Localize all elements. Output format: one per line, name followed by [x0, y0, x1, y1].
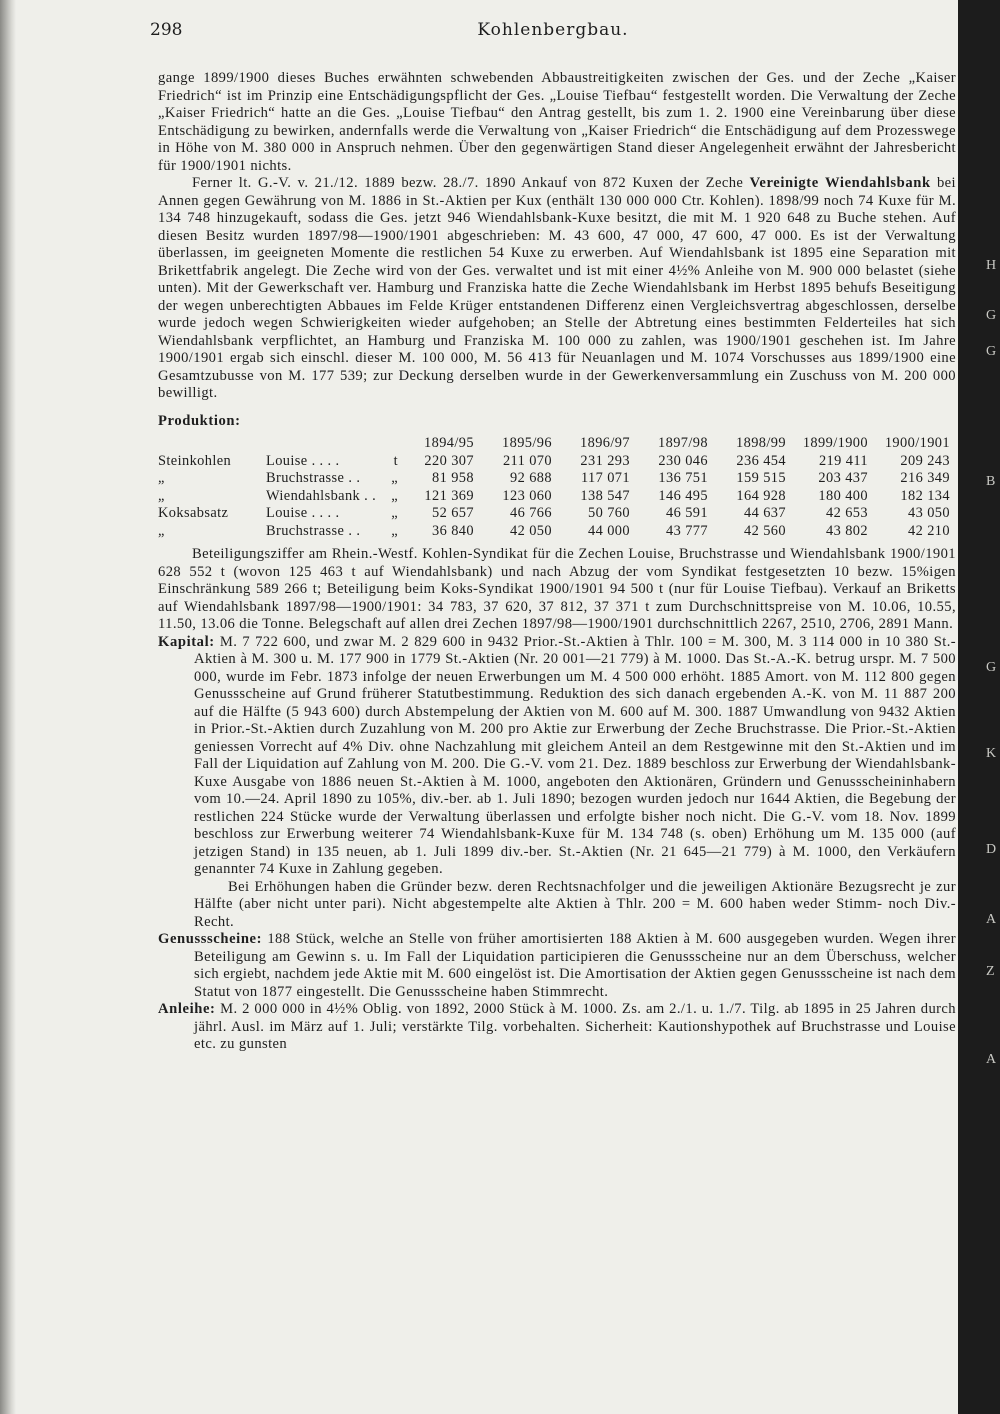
anleihe-section — [158, 1001, 956, 1054]
kapital-heading: Kapital: — [158, 633, 215, 650]
production-value: 43 050 — [908, 505, 950, 521]
production-unit: „ — [391, 505, 398, 521]
intro-p2-rest: bei Annen gegen Gewährung von M. 1886 in St.-Aktien per Kux (enthält 130 000 000 Ctr. Kohlen). 1898/99 noch 74 Kuxe für M. 134 748 hinzugekauft, sodass die Ges. jetzt 946 Wiendahlsbank-Kuxe besitzt, die mit M. 1 920 648 zu Buche stehen. Auf diesen Besitz wurden 1897/98—1900/1901 abgeschrieben: M. 43 600, 47 000, 47 600, 47 000. Es ist der Verwaltung überlassen, im geeigneten Momente die restlichen 54 Kuxe zu erwerben. Auf Wiendahlsbank ist 1895 eine Separation mit Brikettfabrik angelegt. Die Zeche wird von der Ges. verwaltet und ist mit einer 4½% Anleihe von M. 900 000 belastet (siehe unten). Mit der Gewerkschaft ver. Hamburg und Franziska hatte die Zeche Wiendahlsbank im Herbst 1895 behufs Beseitigung der wegen unberechtigten Abbaues im Felde Krüger entstandenen Differenz einen Vergleichsvertrag abgeschlossen, derselbe wurde jedoch wegen Schwierigkeiten wieder aufgehoben; an Stelle der Abtretung eines bestimmten Felderteiles hat sich Wiendahlsbank verpflichtet, an Hamburg und Franziska M. 100 000 zu zahlen, was 1900/1901 geschehen ist. Im Jahre 1900/1901 ergab sich einschl. dieser M. 100 000, M. 56 413 für Neuanlagen und M. 1074 Vorschusses aus 1899/1900 eine Gesamtzubusse von M. 177 539; zur Deckung derselben wurde in der Gewerkenversammlung ein Zuschuss von M. 200 000 bewilligt. — [158, 175, 956, 401]
production-value: 52 657 — [432, 505, 474, 521]
production-value: 180 400 — [818, 487, 868, 504]
production-mine: Louise . . . . — [266, 452, 340, 469]
production-value: 43 802 — [826, 522, 868, 539]
production-unit: „ — [391, 487, 398, 504]
kapital-note: Bei Erhöhungen haben die Gründer bezw. deren Rechtsnachfolger und die jeweiligen Aktionäre Bezugsrecht je zur Hälfte (aber nicht unter pari). Nicht abgestempelte alte Aktien à Thlr. 200 = M. 600 haben weder Stimm- noch Div.-Recht. — [194, 878, 956, 930]
margin-letter: B — [986, 474, 996, 489]
anleihe-heading: Anleihe: — [158, 1001, 216, 1017]
margin-letter: G — [986, 344, 997, 359]
genussscheine-heading: Genussscheine: — [158, 931, 263, 947]
book-spine-shadow — [0, 0, 16, 1414]
production-note: Beteiligungsziffer am Rhein.-Westf. Kohlen-Syndikat für die Zechen Louise, Bruchstrasse und Wiendahlsbank 1900/1901 628 552 t (wovon 125 463 t auf Wiendahlsbank) und nach Abzug der vom Syndikat festgesetzten 10 bezw. 15%igen Einschränkung 589 266 t; Beteiligung beim Koks-Syndikat 1900/1901 94 500 t (nur für Louise Tiefbau). Verkauf an Briketts auf Wiendahlsbank 1897/98—1900/1901: 34 783, 37 620, 37 812, 37 371 t zum Durchschnittspreise von M. 10.06, 10.55, 11.50, 13.06 die Tonne. Belegschaft auf allen drei Zechen 1897/98—1900/1901 durchschnittlich 2267, 2510, 2706, 2891 Mann. — [158, 546, 956, 632]
production-group: Steinkohlen — [158, 452, 232, 469]
production-value: 220 307 — [424, 452, 474, 469]
production-value: 231 293 — [580, 452, 630, 469]
production-row — [158, 488, 956, 506]
production-value: 117 071 — [580, 470, 630, 486]
year-header: 1894/95 — [424, 435, 474, 451]
margin-letter: D — [986, 842, 997, 857]
production-year-row — [158, 435, 956, 453]
production-table — [158, 435, 956, 540]
adjacent-page-edge — [958, 0, 1000, 1414]
production-value: 42 210 — [908, 522, 950, 539]
production-value: 136 751 — [658, 470, 708, 486]
production-mine: Bruchstrasse . . — [266, 522, 361, 539]
year-header: 1898/99 — [736, 435, 786, 451]
production-value: 44 000 — [588, 522, 630, 539]
margin-letter: G — [986, 308, 997, 323]
production-mine: Bruchstrasse . . — [266, 470, 361, 486]
production-value: 211 070 — [502, 452, 552, 469]
wiendahlsbank-heading: Vereinigte Wiendahlsbank — [749, 175, 931, 191]
production-group: Koksabsatz — [158, 505, 229, 521]
production-row — [158, 453, 956, 471]
production-unit: t — [393, 452, 398, 469]
production-value: 230 046 — [658, 452, 708, 469]
production-value: 138 547 — [580, 487, 630, 504]
margin-letter: A — [986, 912, 997, 927]
production-value: 236 454 — [736, 452, 786, 469]
production-value: 43 777 — [666, 522, 708, 539]
production-group: „ — [158, 522, 165, 539]
production-value: 46 766 — [510, 505, 552, 521]
genussscheine-text: 188 Stück, welche an Stelle von früher amortisierten 188 Aktien à M. 600 ausgegeben wurden. Wegen ihrer Beteiligung am Gewinn s. u. Im Fall der Liquidation participieren die Genussscheine nur an dem Überschuss, welcher sich ergiebt, nachdem jede Aktie mit M. 600 eingelöst ist. Die Amortisation der Aktien gegen Genussscheine ist nach dem Statut von 1877 eingestellt. Die Genussscheine haben Stimmrecht. — [194, 931, 956, 1000]
production-value: 164 928 — [736, 487, 786, 504]
anleihe-text: M. 2 000 000 in 4½% Oblig. von 1892, 2000 Stück à M. 1000. Zs. am 2./1. u. 1./7. Tilg. ab 1895 in 25 Jahren durch jährl. Ausl. im März auf 1. Juli; verstärkte Tilg. vorbehalten. Sicherheit: Kautionshypothek auf Bruchstrasse und Louise etc. zu gunsten — [194, 1001, 956, 1052]
production-value: 182 134 — [900, 487, 950, 504]
production-value: 36 840 — [432, 522, 474, 539]
production-value: 42 050 — [510, 522, 552, 539]
year-header: 1895/96 — [502, 435, 552, 451]
genussscheine-section — [158, 931, 956, 1001]
production-value: 44 637 — [744, 505, 786, 521]
production-value: 216 349 — [900, 470, 950, 486]
production-heading: Produktion: — [158, 412, 241, 429]
production-value: 203 437 — [818, 470, 868, 486]
production-unit: „ — [391, 522, 398, 539]
production-value: 42 560 — [744, 522, 786, 539]
year-header: 1896/97 — [580, 435, 630, 451]
page-content — [158, 70, 956, 1054]
margin-letter: H — [986, 258, 997, 273]
margin-letter: Z — [986, 964, 995, 979]
margin-letter: A — [986, 1052, 997, 1067]
production-row — [158, 523, 956, 541]
intro-paragraph-2 — [158, 175, 956, 403]
intro-paragraph-1: gange 1899/1900 dieses Buches erwähnten schwebenden Abbaustreitigkeiten zwischen der Ges. und der Zeche „Kaiser Friedrich“ ist im Prinzip eine Entschädigungspflicht der Ges. „Louise Tiefbau“ festgestellt worden. Die Verwaltung der Zeche „Kaiser Friedrich“ hatte an die Ges. „Louise Tiefbau“ den Antrag gestellt, bis zum 1. 2. 1900 eine Vereinbarung über diese Entschädigung zu bewirken, andernfalls werde die Verwaltung von „Kaiser Friedrich“ die Entschädigung auf dem Prozesswege in Höhe von M. 380 000 in Anspruch nehmen. Über den gegenwärtigen Stand dieser Angelegenheit erwähnt der Jahresbericht für 1900/1901 nichts. — [158, 70, 956, 174]
margin-letter: G — [986, 660, 997, 675]
running-head: Kohlenbergbau. — [477, 20, 629, 40]
year-header: 1900/1901 — [884, 435, 950, 451]
production-value: 219 411 — [818, 452, 868, 469]
kapital-text: M. 7 722 600, und zwar M. 2 829 600 in 9432 Prior.-St.-Aktien à Thlr. 100 = M. 300, M. 3 114 000 in 10 380 St.-Aktien à M. 300 u. M. 177 900 in 1779 St.-Aktien (Nr. 20 001—21 779) à M. 1000. Das St.-A.-K. betrug urspr. M. 7 500 000, wurde im Febr. 1873 infolge der neuen Erwerbungen um M. 4 500 000 erhöht. 1885 Amort. von M. 112 800 gegen Genussscheine auf Grund früherer Statutbestimmung. Reduktion des sich danach ergebenden A.-K. von M. 11 887 200 auf die Hälfte (5 943 600) durch Abstempelung der Aktien von M. 600 auf M. 300. 1887 Umwandlung von 9432 Aktien in Prior.-St.-Aktien durch Zuzahlung von M. 200 pro Aktie zur Erwerbung der Zeche Bruchstrasse. Die Prior.-St.-Aktien geniessen Vorrecht auf 4% Div. ohne Nachzahlung mit gleichem Anteil an dem Restgewinne mit den St.-Aktien und im Fall der Liquidation auf Zahlung von M. 200. Die G.-V. vom 21. Dez. 1889 beschloss zur Erwerbung der Wiendahlsbank-Kuxe Ausgabe von 1886 neuen St.-Aktien à M. 1000, angeboten den Aktionären, Gründern und Genussscheininhabern vom 10.—24. April 1890 zu 105%, div.-ber. ab 1. Juli 1890; bezogen wurden jedoch nur 1644 Aktien, die Begebung der restlichen 224 Stücke wurde der Verwaltung überlassen und erfolgte bisher noch nicht. Die G.-V. vom 18. Nov. 1899 beschloss zur Erwerbung weiterer 74 Wiendahlsbank-Kuxe für M. 134 748 (s. oben) Erhöhung um M. 135 000 (auf jetzigen Stand) in 135 neuen, ab 1. Juli 1899 div.-ber. St.-Aktien (Nr. 21 645—21 779) à M. 1000, den Verkäufern genannter 74 Kuxe in Zahlung gegeben. — [194, 633, 956, 877]
production-value: 92 688 — [510, 470, 552, 486]
production-value: 42 653 — [826, 505, 868, 521]
production-unit: „ — [391, 470, 398, 486]
year-header: 1897/98 — [658, 435, 708, 451]
margin-letter: K — [986, 746, 997, 761]
intro-p2-start: Ferner lt. G.-V. v. 21./12. 1889 bezw. 28./7. 1890 Ankauf von 872 Kuxen der Zeche — [192, 175, 744, 191]
production-value: 209 243 — [900, 452, 950, 469]
production-group: „ — [158, 487, 165, 504]
production-row — [158, 505, 956, 523]
year-header: 1899/1900 — [802, 435, 868, 451]
production-value: 121 369 — [424, 487, 474, 504]
production-value: 46 591 — [666, 505, 708, 521]
production-value: 81 958 — [432, 470, 474, 486]
production-row — [158, 470, 956, 488]
page-number: 298 — [150, 20, 183, 40]
production-value: 146 495 — [658, 487, 708, 504]
production-value: 50 760 — [588, 505, 630, 521]
production-value: 159 515 — [736, 470, 786, 486]
kapital-section — [158, 634, 956, 879]
production-mine: Wiendahlsbank . . — [266, 487, 377, 504]
production-group: „ — [158, 470, 165, 486]
production-value: 123 060 — [502, 487, 552, 504]
production-mine: Louise . . . . — [266, 505, 340, 521]
page-header — [150, 20, 956, 46]
